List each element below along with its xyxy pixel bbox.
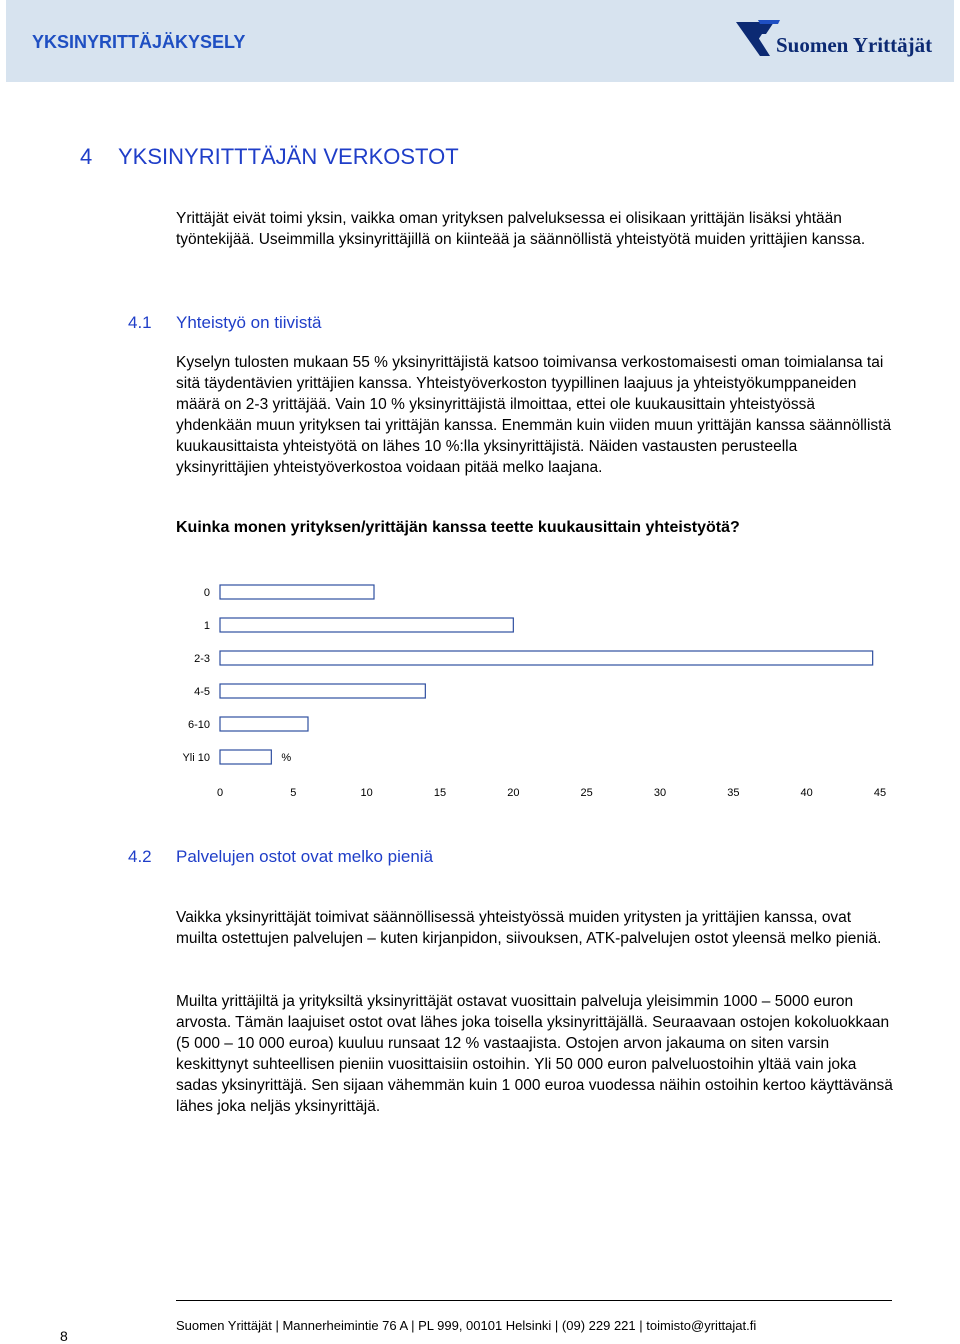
section-4-1-number: 4.1	[128, 313, 152, 332]
footer-rule	[176, 1300, 892, 1301]
x-tick-label: 30	[653, 787, 667, 799]
x-tick-label: 10	[360, 787, 373, 799]
section-4-number: 4	[80, 144, 93, 169]
bar	[220, 684, 425, 698]
section-4-heading	[80, 144, 459, 170]
collaboration-bar-chart	[170, 570, 900, 810]
logo-text: Suomen Yrittäjät	[776, 33, 933, 57]
section-4-title: YKSINYRITTTÄJÄN VERKOSTOT	[118, 144, 459, 169]
category-label: 2-3	[194, 653, 210, 665]
section-4-2-body-1: Vaikka yksinyrittäjät toimivat säännöllisessä yhteistyössä muiden yritysten ja yrittäjien kanssa, ovat muilta ostettujen palvelujen – kuten kirjanpidon, siivouksen, ATK-palvelujen ostot yleensä melko pieniä.	[176, 909, 882, 947]
x-tick-label: 0	[216, 787, 224, 799]
bar	[220, 750, 271, 764]
section-4-1-title: Yhteistyö on tiivistä	[176, 313, 322, 332]
section-4-2-body-2: Muilta yrittäjiltä ja yrityksiltä yksinyrittäjät ostavat vuosittain palveluja yleisimmin 1000 – 5000 euron arvosta. Tämän laajuiset ostot ovat lähes joka toisella yksinyrittäjällä. Seuraavaan ostojen kokoluokkaan (5 000 – 10 000 euroa) kuuluu runsaat 12 % vastaajista. Ostojen arvon jakauma on siten varsin keskittynyt suhteellisen pieniin vuosittaisiin ostoihin. Yli 50 000 euron palveluostoihin yltää vain joka sadas yksinyrittäjä. Sen sijaan vähemmän kuin 1 000 euroa vuodessa näihin ostoihin kertoo käyttävänsä lähes joka neljäs yksinyrittäjä.	[176, 993, 893, 1115]
unit-label: %	[281, 752, 292, 764]
section-4-2-title: Palvelujen ostot ovat melko pieniä	[176, 847, 434, 866]
category-label: 6-10	[187, 719, 210, 731]
section-4-2-number: 4.2	[128, 847, 152, 866]
footer-contact: Suomen Yrittäjät | Mannerheimintie 76 A | PL 999, 00101 Helsinki | (09) 229 221 | toimisto@yrittajat.fi	[176, 1318, 757, 1333]
header-title: YKSINYRITTÄJÄKYSELY	[32, 32, 246, 52]
bar	[220, 651, 873, 665]
x-tick-label: 45	[873, 787, 887, 799]
x-tick-label: 25	[580, 787, 593, 799]
category-label: Yli 10	[182, 752, 210, 764]
section-4-2-heading	[128, 847, 433, 867]
category-label: 0	[203, 587, 210, 599]
section-4-1-body: Kyselyn tulosten mukaan 55 % yksinyrittäjistä katsoo toimivansa verkostomaisesti oman toimialansa tai sitä täydentävien yrittäjien kanssa. Yhteistyöverkoston tyypillinen laajuus ja yhteistyökumppaneiden määrä on 2-3 yrittäjää. Vain 10 % yksinyrittäjistä ilmoittaa, ettei ole kuukausittain yhteistyössä yhdenkään muun yrityksen tai yrittäjän kanssa. Enemmän kuin viiden muun yrittäjän kanssa säännöllistä kuukausittaista yhteistyötä on lähes 10 %:lla yksinyrittäjistä. Näiden vastausten perusteella yksinyrittäjien yhteistyöverkostoa voidaan pitää melko laajana.	[176, 354, 892, 476]
bar	[220, 618, 513, 632]
bar	[220, 585, 374, 599]
x-tick-label: 35	[727, 787, 740, 799]
chart-question: Kuinka monen yrityksen/yrittäjän kanssa teette kuukausittain yhteistyötä?	[176, 519, 740, 536]
x-tick-label: 40	[800, 787, 813, 799]
x-tick-label: 5	[290, 787, 297, 799]
category-label: 1	[203, 620, 210, 632]
x-tick-label: 15	[433, 787, 447, 799]
x-tick-label: 20	[507, 787, 520, 799]
category-label: 4-5	[194, 686, 210, 698]
section-4-1-heading	[128, 313, 322, 333]
section-4-intro: Yrittäjät eivät toimi yksin, vaikka oman yrityksen palveluksessa ei olisikaan yrittäjän lisäksi yhtään työntekijää. Useimmilla yksinyrittäjillä on kiinteää ja säännöllistä yhteistyötä muiden yrittäjien kanssa.	[176, 210, 866, 248]
bar	[220, 717, 308, 731]
page-number: 8	[60, 1328, 68, 1344]
